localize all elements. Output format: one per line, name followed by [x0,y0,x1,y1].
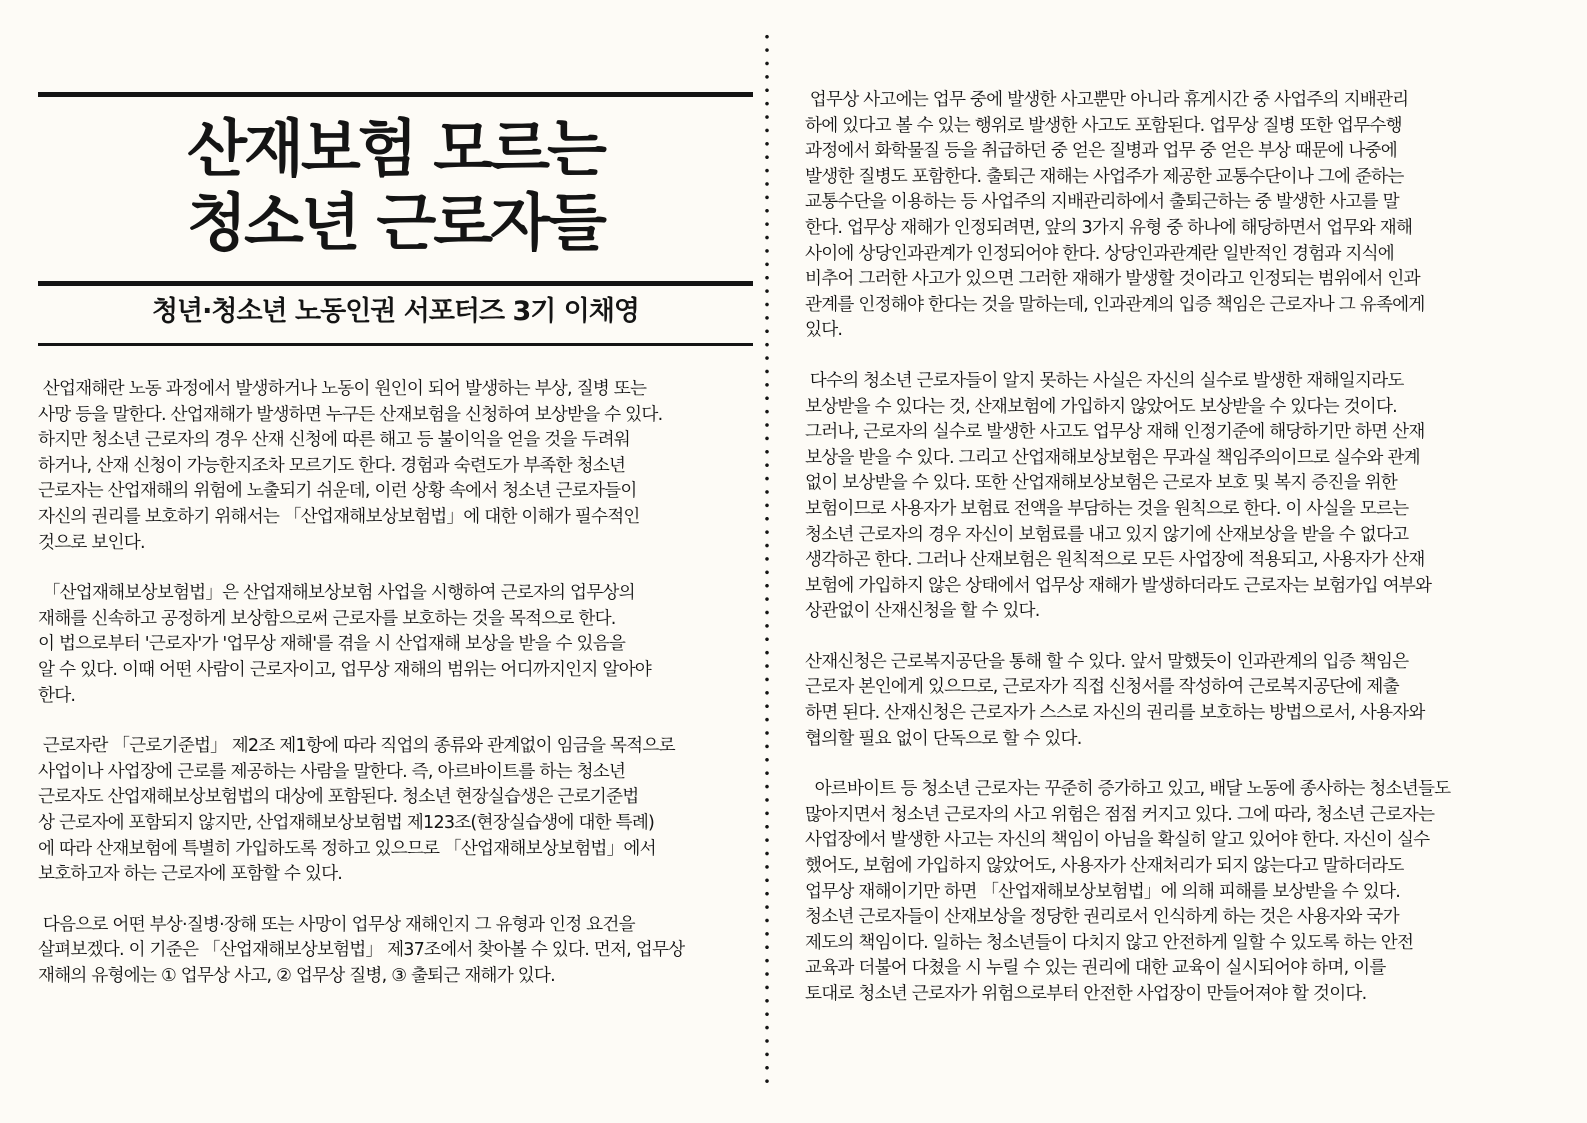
body-paragraph: 산업재해란 노동 과정에서 발생하거나 노동이 원인이 되어 발생하는 부상, 질병 또는 사망 등을 말한다. 산업재해가 발생하면 누구든 산재보험을 신청하여 보상받을 수 있다. 하지만 청소년 근로자의 경우 산재 신청에 따른 해고 등 불이익을 얻을 것을 두려워 하거나, 산재 신청이 가능한지조차 모르기도 한다. 경험과 숙련도가 부족한 청소년 근로자는 산업재해의 위험에 노출되기 쉬운데, 이런 상황 속에서 청소년 근로자들이 자신의 권리를 보호하기 위해서는 「산업재해보상보험법」에 대한 이해가 필수적인 것으로 보인다. [38,379,663,553]
article-title-line-1: 산재보험 모르는 [187,112,604,185]
body-paragraph: 아르바이트 등 청소년 근로자는 꾸준히 증가하고 있고, 배달 노동에 종사하는 청소년들도 많아지면서 청소년 근로자의 사고 위험은 점점 커지고 있다. 그에 따라, 청소년 근로자는 사업장에서 발생한 사고는 자신의 책임이 아님을 확실히 알고 있어야 한다. 자신이 실수 했어도, 보험에 가입하지 않았어도, 사용자가 산재처리가 되지 않는다고 말하더라도 업무상 재해이기만 하면 「산업재해보상보험법」에 의해 피해를 보상받을 수 있다. 청소년 근로자들이 산재보상을 정당한 권리로서 인식하게 하는 것은 사용자와 국가 제도의 책임이다. 일하는 청소년들이 다치지 않고 안전하게 일할 수 있도록 하는 안전 교육과 더불어 다쳤을 시 누릴 수 있는 권리에 대한 교육이 실시되어야 하며, 이를 토대로 청소년 근로자가 위험으로부터 안전한 사업장이 만들어져야 할 것이다. [805,779,1451,1004]
body-paragraph: 「산업재해보상보험법」은 산업재해보상보험 사업을 시행하여 근로자의 업무상의 재해를 신속하고 공정하게 보상함으로써 근로자를 보호하는 것을 목적으로 한다. 이 법으로부터 '근로자'가 '업무상 재해'를 겪을 시 산업재해 보상을 받을 수 있음을 알 수 있다. 이때 어떤 사람이 근로자이고, 업무상 재해의 범위는 어디까지인지 알아야 한다. [38,583,651,706]
article-title-line-2: 청소년 근로자들 [187,186,604,259]
left-body-text [38,377,753,1014]
body-paragraph: 다음으로 어떤 부상·질병·장해 또는 사망이 업무상 재해인지 그 유형과 인정 요건을 살펴보겠다. 이 기준은 「산업재해보상보험법」 제37조에서 찾아볼 수 있다. 먼저, 업무상 재해의 유형에는 ① 업무상 사고, ② 업무상 질병, ③ 출퇴근 재해가 있다. [38,914,685,986]
body-paragraph: 다수의 청소년 근로자들이 알지 못하는 사실은 자신의 실수로 발생한 재해일지라도 보상받을 수 있다는 것, 산재보험에 가입하지 않았어도 보상받을 수 있다는 것이다. 그러나, 근로자의 실수로 발생한 사고도 업무상 재해 인정기준에 해당하기만 하면 산재 보상을 받을 수 있다. 그리고 산업재해보상보험은 무과실 책임주의이므로 실수와 관계 없이 보상받을 수 있다. 또한 산업재해보상보험은 근로자 보호 및 복지 증진을 위한 보험이므로 사용자가 보험료 전액을 부담하는 것을 원칙으로 한다. 이 사실을 모르는 청소년 근로자의 경우 자신이 보험료를 내고 있지 않기에 산재보상을 받을 수 없다고 생각하곤 한다. 그러나 산재보험은 원칙적으로 모든 사업장에 적용되고, 사용자가 산재 보험에 가입하지 않은 상태에서 업무상 재해가 발생하더라도 근로자는 보험가입 여부와 상관없이 산재신청을 할 수 있다. [805,370,1432,622]
byline-bottom-rule [38,343,753,346]
title-top-rule [38,92,753,97]
author-byline: 청년·청소년 노동인권 서포터즈 3기 이채영 [151,296,640,327]
column-divider-dotted [765,30,769,1088]
body-paragraph: 산재신청은 근로복지공단을 통해 할 수 있다. 앞서 말했듯이 인과관계의 입증 책임은 근로자 본인에게 있으므로, 근로자가 직접 신청서를 작성하여 근로복지공단에 제출 하면 된다. 산재신청은 근로자가 스스로 자신의 권리를 보호하는 방법으로서, 사용자와 협의할 필요 없이 단독으로 할 수 있다. [805,651,1425,749]
body-paragraph: 근로자란 「근로기준법」 제2조 제1항에 따라 직업의 종류와 관계없이 임금을 목적으로 사업이나 사업장에 근로를 제공하는 사람을 말한다. 즉, 아르바이트를 하는 청소년 근로자도 산업재해보상보험법의 대상에 포함된다. 청소년 현장실습생은 근로기준법 상 근로자에 포함되지 않지만, 산업재해보상보험법 제123조(현장실습생에 대한 특례) 에 따라 산재보험에 특별히 가입하도록 정하고 있으므로 「산업재해보상보험법」에서 보호하고자 하는 근로자에 포함할 수 있다. [38,736,675,885]
title-bottom-rule [38,281,753,286]
article-title [38,112,753,260]
body-paragraph: 업무상 사고에는 업무 중에 발생한 사고뿐만 아니라 휴게시간 중 사업주의 지배관리 하에 있다고 볼 수 있는 행위로 발생한 사고도 포함된다. 업무상 질병 또한 업무수행 과정에서 화학물질 등을 취급하던 중 얻은 질병과 업무 중 얻은 부상 때문에 나중에 발생한 질병도 포함한다. 출퇴근 재해는 사업주가 제공한 교통수단이나 그에 준하는 교통수단을 이용하는 등 사업주의 지배관리하에서 출퇴근하는 중 발생한 사고를 말 한다. 업무상 재해가 인정되려면, 앞의 3가지 유형 중 하나에 해당하면서 업무와 재해 사이에 상당인과관계가 인정되어야 한다. 상당인과관계란 일반적인 경험과 지식에 비추어 그러한 사고가 있으면 그러한 재해가 발생할 것이라고 인정되는 범위에서 인과 관계를 인정해야 한다는 것을 말하는데, 인과관계의 입증 책임은 근로자나 그 유족에게 있다. [805,90,1425,341]
right-column [805,88,1523,1033]
